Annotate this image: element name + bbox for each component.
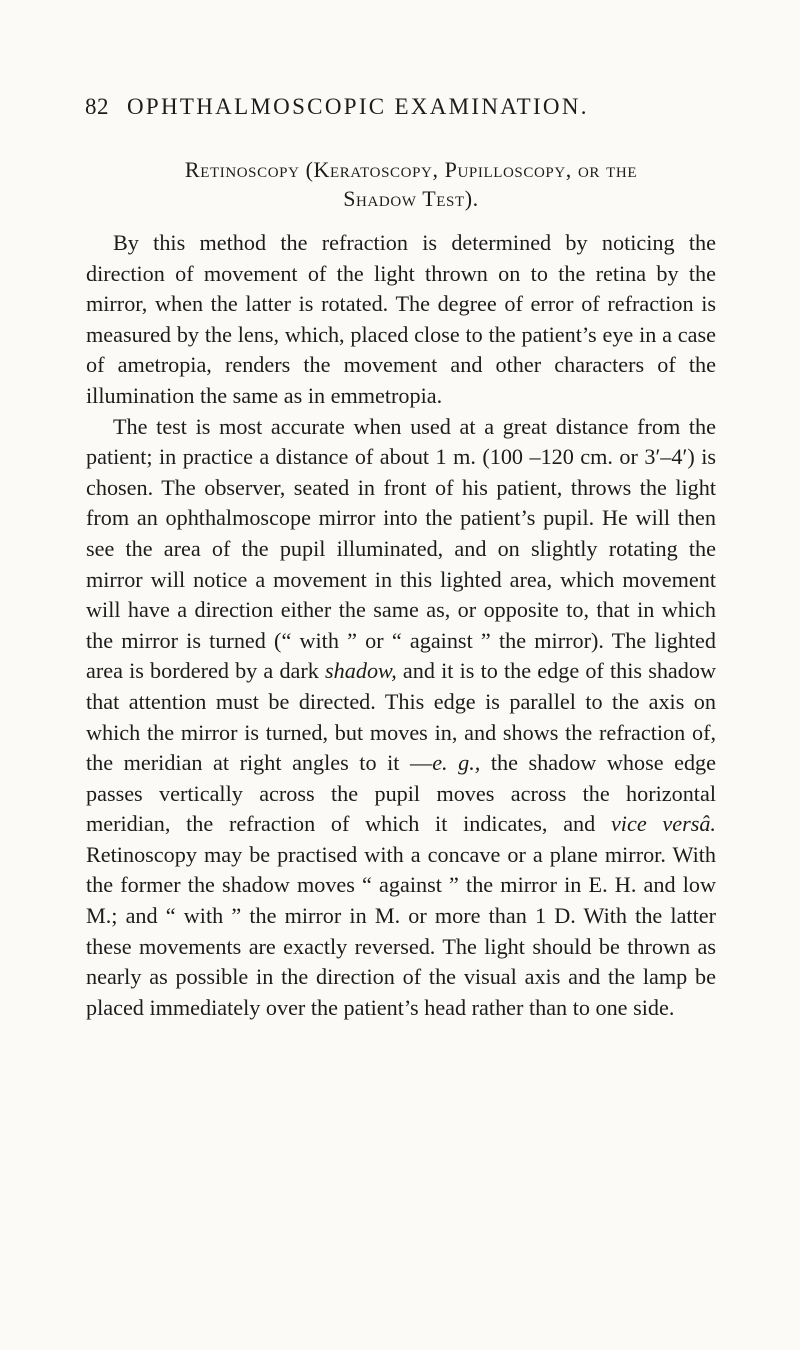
paragraph-test-part-b: and it is to the edge of this shadow that attention must be directed. This edge is parallel to the axis on which the mirror is turned, but moves in, and shows the refraction of, the meridian at right angles to it — (86, 658, 716, 776)
running-title: OPHTHALMOSCOPIC EXAMINATION. (127, 94, 589, 119)
paragraph-test-part-c: the shadow whose edge passes vertically across the pupil moves across the horizontal meridian, the refraction of which it indicates, and (86, 750, 716, 837)
body-text (86, 228, 716, 1023)
italic-vice-versa: vice versâ. (610, 811, 716, 837)
running-head (85, 92, 716, 122)
paragraph-test-part-a: The test is most accurate when used at a great distance from the patient; in practice a distance of about 1 m. (100 –120 cm. or 3′–4′) is chosen. The observer, seated in front of his patient, throws the light from an ophthalmoscope mirror into the patient’s pupil. He will then see the area of the pupil illuminated, and on slightly rotating the mirror will notice a movement in this lighted area, which movement will have a direction either the same as, or opposite to, that in which the mirror is turned (“ with ” or “ against ” the mirror). The lighted area is bordered by a dark (86, 413, 716, 684)
paragraph-method: By this method the refraction is determined by noticing the direction of movement of the light thrown on to the retina by the mirror, when the latter is rotated. The degree of error of refraction is measured by the lens, which, placed close to the patient’s eye in a case of ametropia, renders the movement and other characters of the illumination the same as in emmetropia. (86, 230, 716, 408)
paragraph-test (86, 412, 716, 1024)
italic-shadow: shadow, (325, 658, 397, 684)
section-title-line-2: Shadow Test). (343, 186, 479, 211)
book-page (86, 92, 716, 1023)
italic-eg: e. g., (432, 750, 481, 776)
page-number: 82 (85, 94, 109, 119)
paragraph-test-part-d: Retinoscopy may be practised with a concave or a plane mirror. With the former the shadow moves “ against ” the mirror in E. H. and low M.; and “ with ” the mirror in M. or more than 1 D. With the latter these movements are exactly reversed. The light should be thrown as nearly as possible in the direction of the visual axis and the lamp be placed immediately over the patient’s head rather than to one side. (86, 841, 716, 1020)
section-title (86, 155, 716, 213)
section-title-line-1: Retinoscopy (Keratoscopy, Pupilloscopy, or the (184, 157, 638, 182)
